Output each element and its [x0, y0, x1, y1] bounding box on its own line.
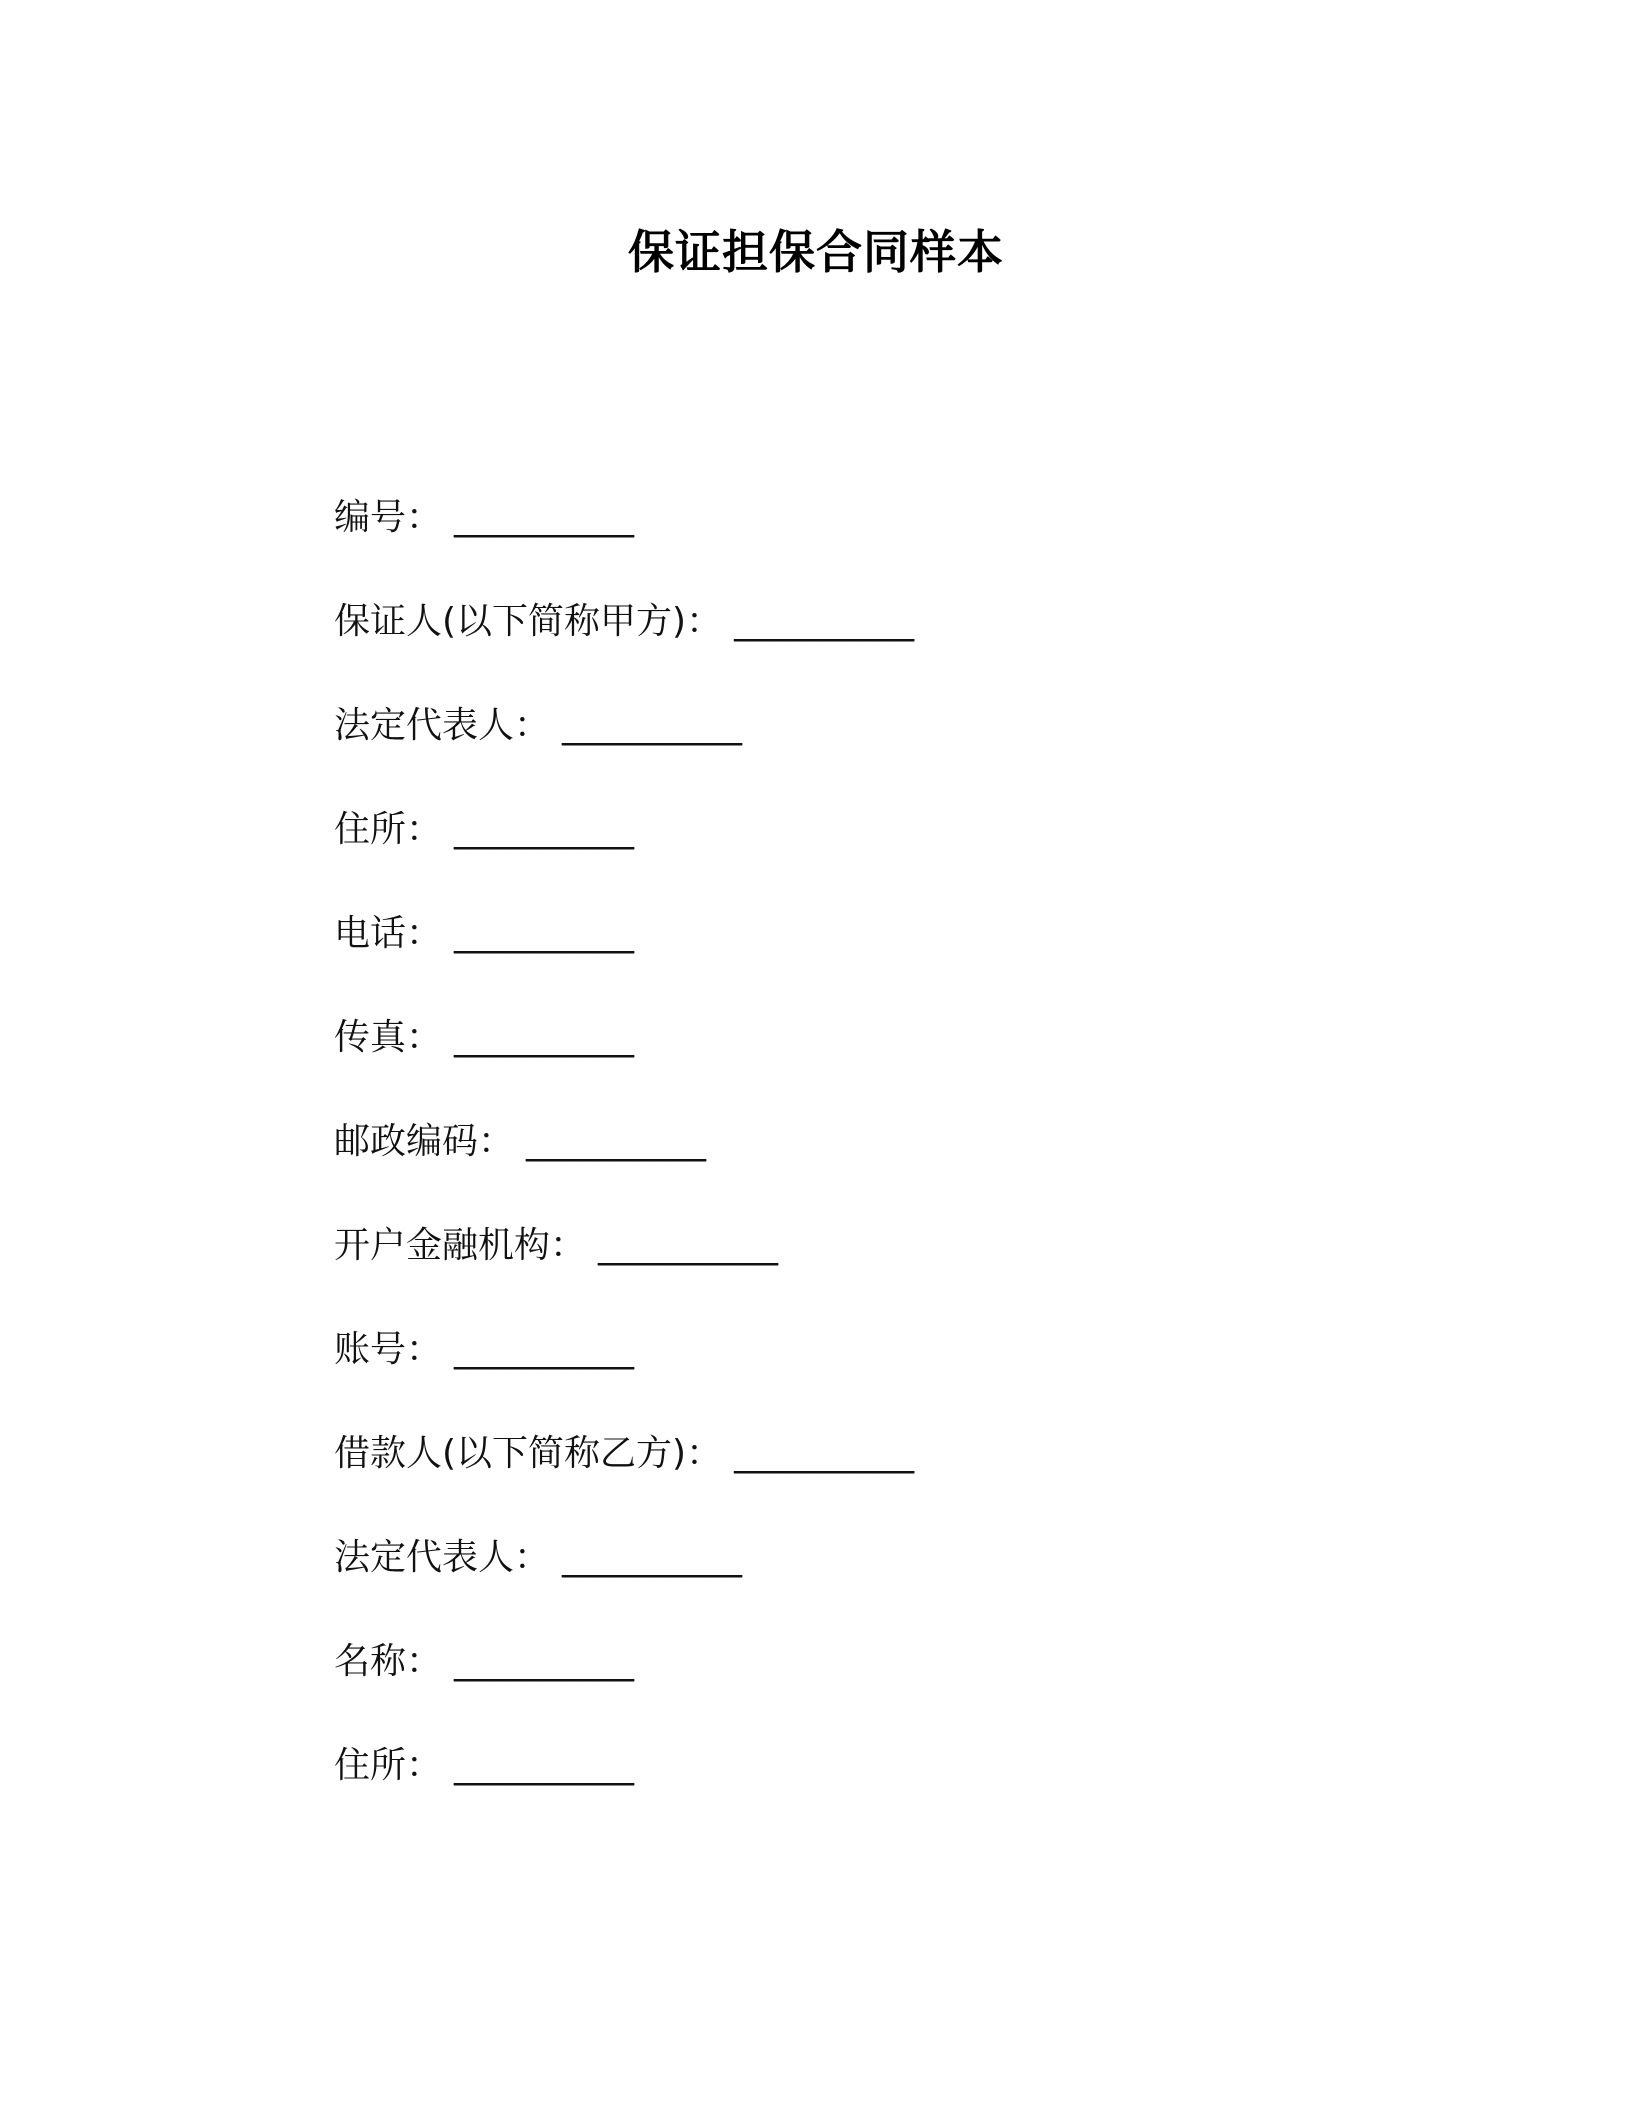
- field-borrower-name: [334, 1632, 1434, 1736]
- field-label: 开户金融机构：: [334, 1225, 587, 1266]
- fill-in-blank: __________: [562, 705, 743, 746]
- fill-in-blank: __________: [454, 913, 635, 954]
- field-bank: [334, 1216, 1434, 1320]
- field-label: 名称：: [334, 1641, 443, 1682]
- field-label: 法定代表人：: [334, 705, 551, 746]
- field-label: 借款人(以下简称乙方)：: [334, 1433, 723, 1474]
- field-label: 住所：: [334, 1745, 443, 1786]
- field-label: 法定代表人：: [334, 1537, 551, 1578]
- field-label: 保证人(以下简称甲方)：: [334, 601, 723, 642]
- party-info-list: [334, 488, 1434, 1840]
- fill-in-blank: __________: [734, 601, 915, 642]
- field-borrower: [334, 1424, 1434, 1528]
- field-fax: [334, 1008, 1434, 1112]
- fill-in-blank: __________: [454, 1641, 635, 1682]
- field-guarantor: [334, 592, 1434, 696]
- fill-in-blank: __________: [454, 1745, 635, 1786]
- field-postal-code: [334, 1112, 1434, 1216]
- field-label: 电话：: [334, 913, 443, 954]
- field-label: 传真：: [334, 1017, 443, 1058]
- fill-in-blank: __________: [454, 497, 635, 538]
- field-label: 编号：: [334, 497, 443, 538]
- field-label: 账号：: [334, 1329, 443, 1370]
- fill-in-blank: __________: [734, 1433, 915, 1474]
- fill-in-blank: __________: [562, 1537, 743, 1578]
- field-label: 邮政编码：: [334, 1121, 515, 1162]
- field-guarantor-legal-representative: [334, 696, 1434, 800]
- document-title: 保证担保合同样本: [628, 225, 1004, 279]
- field-borrower-legal-representative: [334, 1528, 1434, 1632]
- fill-in-blank: __________: [454, 1017, 635, 1058]
- field-guarantor-address: [334, 800, 1434, 904]
- field-borrower-address: [334, 1736, 1434, 1840]
- fill-in-blank: __________: [598, 1225, 779, 1266]
- field-contract-number: [334, 488, 1434, 592]
- field-phone: [334, 904, 1434, 1008]
- field-label: 住所：: [334, 809, 443, 850]
- fill-in-blank: __________: [526, 1121, 707, 1162]
- field-account-number: [334, 1320, 1434, 1424]
- fill-in-blank: __________: [454, 809, 635, 850]
- fill-in-blank: __________: [454, 1329, 635, 1370]
